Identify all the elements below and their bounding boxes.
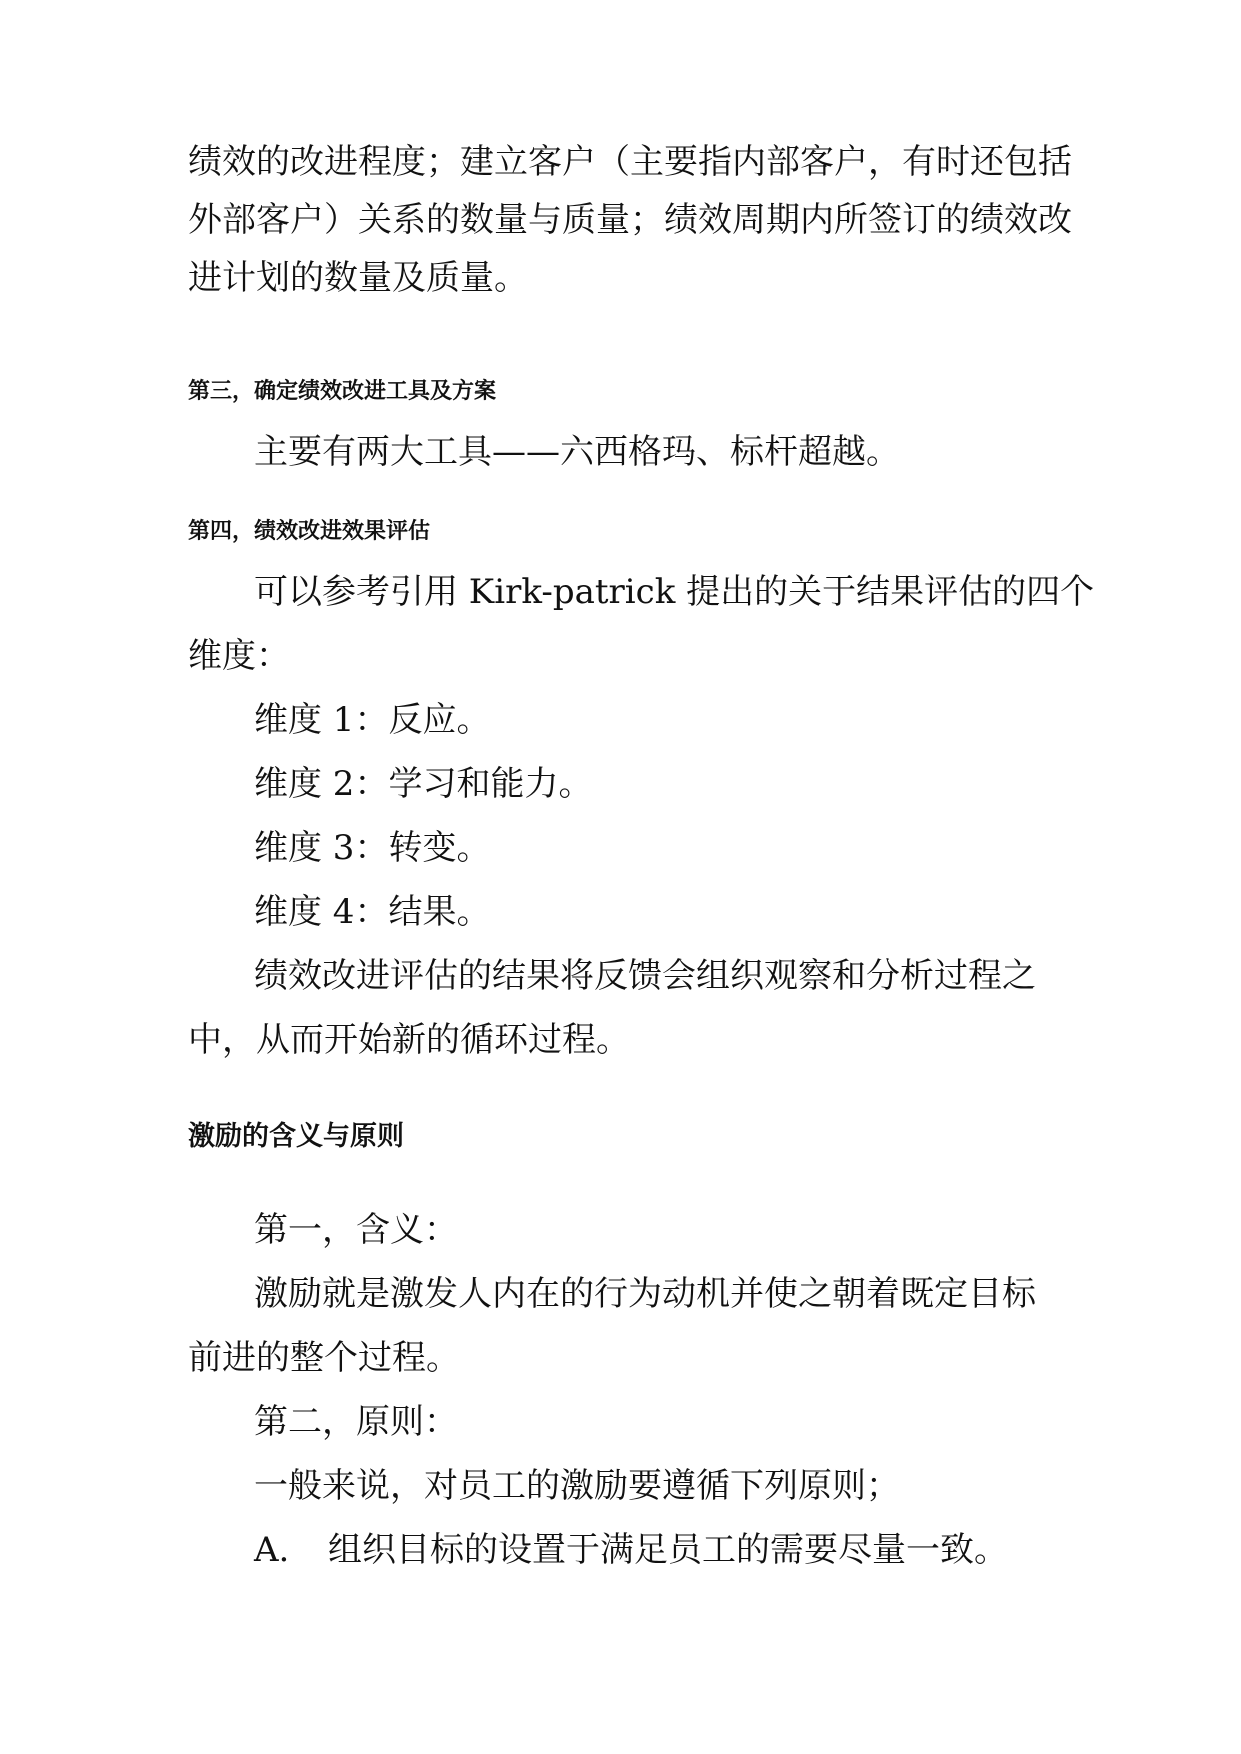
principle-heading: 第二，原则： xyxy=(254,1402,458,1442)
meaning-paragraph-line: 前进的整个过程。 xyxy=(188,1338,460,1378)
dimension-item: 维度 4：结果。 xyxy=(254,892,491,932)
list-item-text: 组织目标的设置于满足员工的需要尽量一致。 xyxy=(328,1530,1008,1570)
list-item-label: A. xyxy=(254,1530,290,1570)
meaning-heading: 第一，含义： xyxy=(254,1210,458,1250)
paragraph-line: 进计划的数量及质量。 xyxy=(188,258,528,298)
principle-item-a xyxy=(254,1530,1008,1570)
kirkpatrick-paragraph-line: 维度： xyxy=(188,636,290,676)
kirkpatrick-paragraph-line: 可以参考引用 Kirk-patrick 提出的关于结果评估的四个 xyxy=(254,572,1095,612)
dimension-item: 维度 2：学习和能力。 xyxy=(254,764,593,804)
paragraph-line: 外部客户）关系的数量与质量；绩效周期内所签订的绩效改 xyxy=(188,200,1072,240)
heading-third-step: 第三，确定绩效改进工具及方案 xyxy=(188,379,497,404)
principle-intro: 一般来说，对员工的激励要遵循下列原则； xyxy=(254,1466,900,1506)
dimension-item: 维度 3：转变。 xyxy=(254,828,491,868)
feedback-paragraph-line: 绩效改进评估的结果将反馈会组织观察和分析过程之 xyxy=(254,956,1036,996)
section-title: 激励的含义与原则 xyxy=(188,1121,404,1152)
dimension-item: 维度 1：反应。 xyxy=(254,700,491,740)
paragraph-line: 绩效的改进程度；建立客户（主要指内部客户，有时还包括 xyxy=(188,142,1072,182)
tools-paragraph: 主要有两大工具——六西格玛、标杆超越。 xyxy=(254,432,900,472)
heading-fourth-step: 第四，绩效改进效果评估 xyxy=(188,519,431,544)
feedback-paragraph-line: 中，从而开始新的循环过程。 xyxy=(188,1020,630,1060)
meaning-paragraph-line: 激励就是激发人内在的行为动机并使之朝着既定目标 xyxy=(254,1274,1036,1314)
